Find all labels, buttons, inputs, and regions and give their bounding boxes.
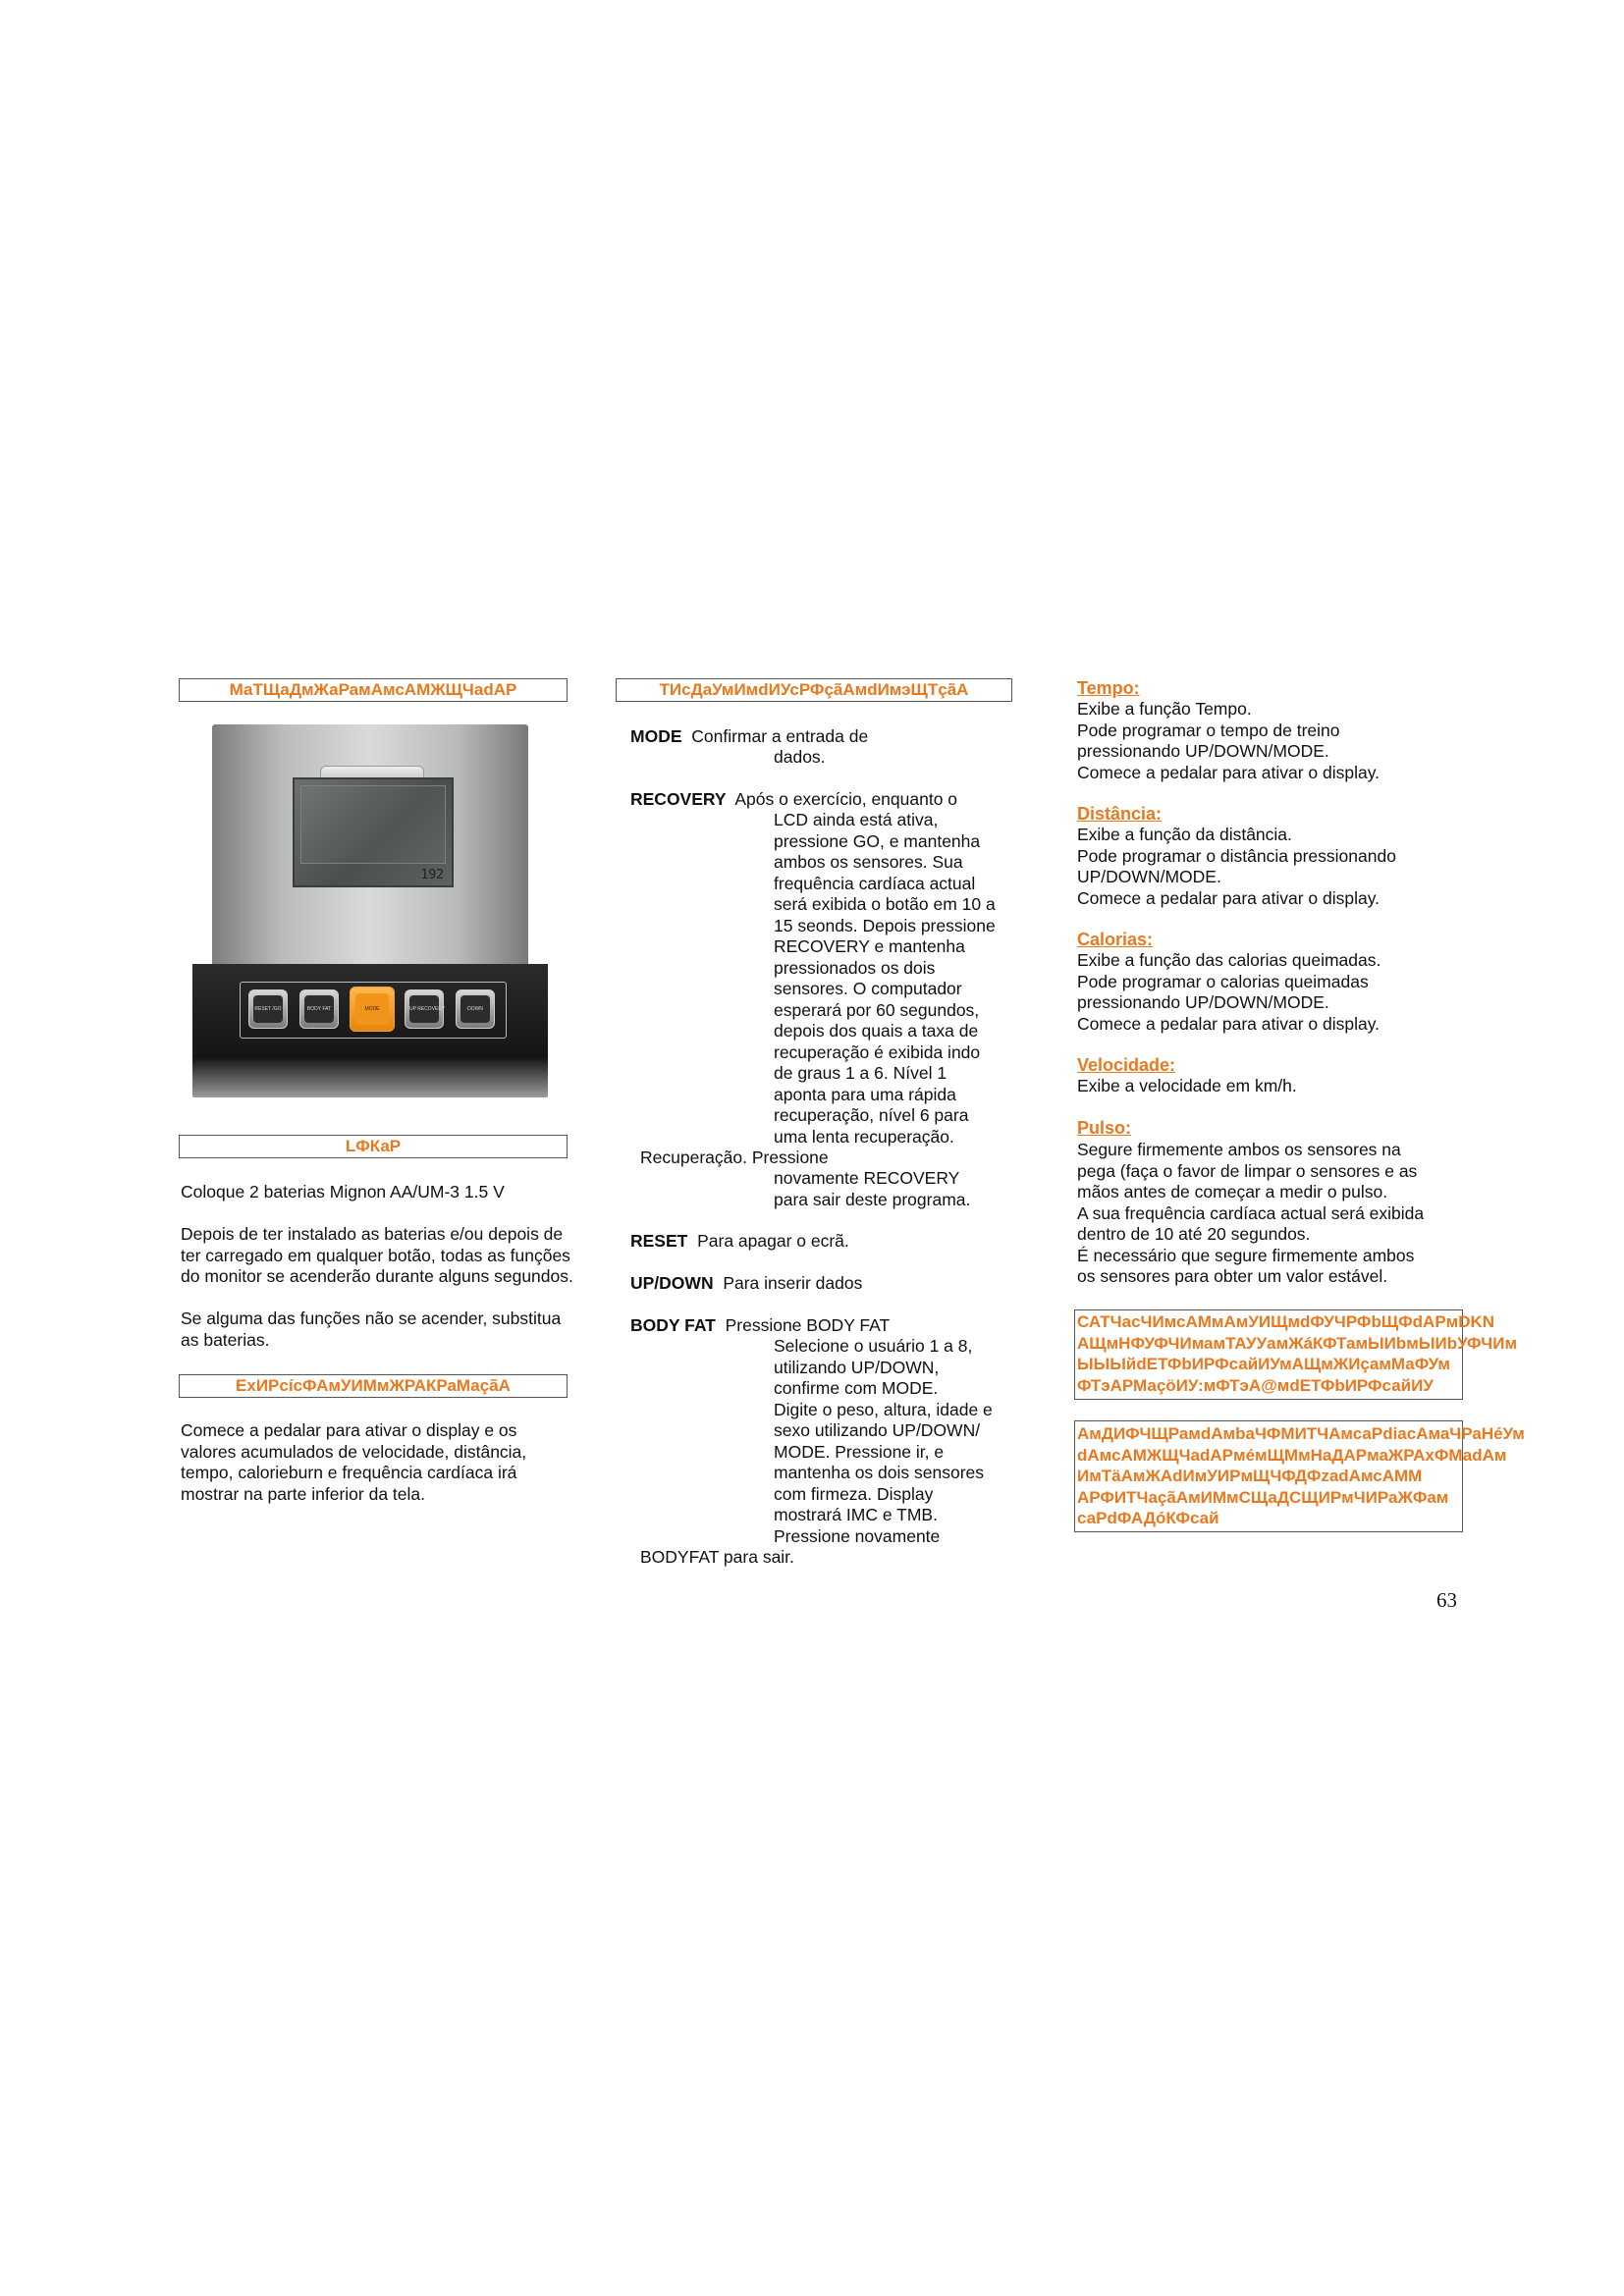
section-heading-1 [179,678,568,702]
pulso-line: Segure firmemente ambos os sensores na [1077,1140,1401,1159]
distancia-body [1077,825,1509,909]
mode-text-2: dados. [774,747,826,767]
distancia-line: Comece a pedalar para ativar o display. [1077,887,1380,908]
bodyfat-line: MODE. Pressione ir, e [774,1441,945,1462]
updown-keyword: UP/DOWN [630,1273,714,1293]
bodyfat-entry [630,1315,1023,1337]
bodyfat-line: mostrará IMC e TMB. [774,1505,938,1524]
distancia-heading: Distância: [1077,804,1163,824]
calorias-line: Comece a pedalar para ativar o display. [1077,1013,1380,1034]
recovery-line: pressione GO, e mantenha [774,830,981,851]
garbled-line: саРdФАДóКФсай [1077,1509,1219,1527]
recovery-line: aponta para uma rápida [774,1084,956,1104]
pulso-body [1077,1140,1529,1288]
section-heading-2-text: LФКаР [345,1137,402,1155]
lcd-display [293,777,454,887]
up-recovery-button [405,989,444,1029]
bodyfat-text: Pressione BODY FAT [725,1315,891,1335]
tempo-line: Comece a pedalar para ativar o display. [1077,762,1380,782]
garbled-line: ИмТäАмЖАdИмУИРмЩЧФДФzаdАмсАММ [1077,1467,1423,1485]
reset-text: Para apagar o ecrã. [697,1231,849,1251]
garbled-note-2 [1077,1423,1525,1529]
velocidade-body [1077,1076,1509,1097]
calorias-line: Pode programar o calorias queimadas [1077,971,1369,991]
bodyfat-line: mantenha os dois sensores [774,1463,985,1482]
recovery-line: pressionados os dois [774,957,936,978]
bodyfat-line: confirme com MODE. [774,1378,939,1398]
garbled-line: АмДИФЧЩРамdАмbаЧФМИТЧАмсаРdiacАмаЧРаНéУм [1077,1424,1525,1443]
section-heading-col2-text: ТИсДаУмИмdИУсРФçãАмdИмэЩТçãА [659,680,969,699]
pulso-line: dentro de 10 até 20 segundos. [1077,1224,1311,1244]
reset-entry [630,1231,1023,1253]
velocidade-line: Exibe a velocidade em km/h. [1077,1076,1297,1095]
section-heading-2 [179,1135,568,1158]
recovery-body [774,810,1029,1148]
pulso-line: É necessário que segure firmemente ambos [1077,1245,1415,1265]
distancia-line: Exibe a função da distância. [1077,825,1292,844]
pulso-heading: Pulso: [1077,1118,1132,1138]
recovery-line: 15 seonds. Depois pressione [774,915,996,935]
recovery-line: frequência cardíaca actual [774,873,976,893]
velocidade-heading: Velocidade: [1077,1055,1176,1075]
pulso-line: pega (faça o favor de limpar o sensores e as [1077,1160,1418,1181]
garbled-note-1 [1077,1311,1517,1396]
updown-text: Para inserir dados [723,1273,863,1293]
up-recovery-label: UP RECOVERY [409,995,439,1023]
recovery-tail-line: para sair deste programa. [774,1189,971,1209]
bodyfat-line: utilizando UP/DOWN, [774,1357,940,1377]
button-panel [240,982,507,1039]
install-text-1: Depois de ter instalado as baterias e/ou depois de ter carregado em qualquer botão, todas as funções do monitor se acenderão durante alguns segundos. [181,1224,573,1286]
tempo-body [1077,699,1509,783]
distancia-line: UP/DOWN/MODE. [1077,867,1221,886]
battery-text: Coloque 2 baterias Mignon AA/UM-3 1.5 V [181,1182,505,1201]
recovery-line: RECOVERY e mantenha [774,936,965,956]
recovery-line: sensores. O computador [774,979,962,998]
recovery-line: uma lenta recuperação. [774,1126,954,1147]
section-heading-3-text: ЕхИРсícФАмУИМмЖРАКРаМаçãА [236,1376,511,1395]
bodyfat-line: Digite o peso, altura, idade e [774,1399,993,1419]
section-heading-3 [179,1374,568,1398]
body-fat-label: BODY FAT [304,995,334,1023]
calorias-line: Exibe a função das calorias queimadas. [1077,950,1381,970]
recovery-line: recuperação é exibida indo [774,1041,981,1062]
garbled-line: АРФИТЧаçãАмИМмСЩаДСЩИРмЧИРаЖФам [1077,1487,1449,1507]
recovery-keyword: RECOVERY [630,789,727,809]
pulso-line: A sua frequência cardíaca actual será exibida [1077,1202,1425,1223]
recovery-line: esperará por 60 segundos, [774,999,980,1020]
section-heading-1-text: МаТЩаДмЖаРамАмсАМЖЩЧаdАР [229,680,517,699]
recovery-line: LCD ainda está ativa, [774,810,939,829]
recovery-text: Após o exercício, enquanto o [734,789,958,809]
mode-text: Confirmar a entrada de [691,726,869,746]
lcd-inner-frame [300,785,446,864]
section-heading-col2 [616,678,1012,702]
recovery-line: ambos os sensores. Sua [774,852,963,872]
bodyfat-line: sexo utilizando UP/DOWN/ [774,1420,981,1440]
garbled-line: САТЧасЧИмсАМмАмУИЩмdФУЧРФbЩФdАРмDKN [1077,1312,1495,1331]
lcd-digits: 192 [420,868,444,882]
down-button [456,989,495,1029]
calorias-heading: Calorias: [1077,930,1154,949]
down-label: DOWN [460,995,490,1023]
garbled-line: АЩмНФУФЧИмамТАУУамЖáКФТамЫИbмЫИbУФЧИм [1077,1333,1518,1353]
recovery-line: de graus 1 a 6. Nível 1 [774,1063,947,1083]
install-text-2: Se alguma das funções não se acender, substitua as baterias. [181,1308,562,1350]
calorias-line: pressionando UP/DOWN/MODE. [1077,992,1329,1012]
garbled-line: dАмсАМЖЩЧаdАРмéмЩМмНаДАРмаЖРАхФМаdАм [1077,1445,1507,1465]
console-lower-panel [192,964,548,1097]
recovery-tail-line: novamente RECOVERY [774,1168,960,1188]
tempo-line: Exibe a função Tempo. [1077,699,1252,719]
bodyfat-tail: BODYFAT para sair. [640,1547,794,1567]
mode-keyword: MODE [630,726,682,746]
recovery-entry [630,789,1023,811]
mode-entry [630,726,1023,748]
recovery-line: depois dos quais a taxa de [774,1021,979,1041]
page-number: 63 [1436,1588,1457,1612]
reset-go-button [248,989,288,1029]
mode-button [350,987,395,1032]
reset-keyword: RESET [630,1231,688,1251]
pulso-line: mãos antes de começar a medir o pulso. [1077,1182,1388,1201]
bodyfat-line: Pressione novamente [774,1525,941,1546]
bodyfat-keyword: BODY FAT [630,1315,716,1335]
recovery-tail-body [774,1168,1029,1210]
recovery-line: será exibida o botão em 10 a [774,894,996,914]
pulso-line: os sensores para obter um valor estável. [1077,1266,1388,1286]
bodyfat-body [774,1336,1029,1547]
body-fat-button [299,989,339,1029]
calorias-body [1077,950,1509,1035]
tempo-heading: Tempo: [1077,678,1140,698]
mode-label: MODE [355,993,389,1025]
start-text: Comece a pedalar para ativar o display e os valores acumulados de velocidade, distância, tempo, calorieburn e frequência cardíaca irá mostrar na parte inferior da tela. [181,1420,527,1504]
recovery-tail: Recuperação. Pressione [640,1148,829,1167]
console-image [192,724,548,1097]
tempo-line: pressionando UP/DOWN/MODE. [1077,741,1329,761]
bodyfat-line: Selecione o usuário 1 a 8, [774,1336,973,1356]
bodyfat-line: com firmeza. Display [774,1483,934,1504]
reset-go-label: RESET /GO [253,995,283,1023]
distancia-line: Pode programar o distância pressionando [1077,845,1396,866]
tempo-line: Pode programar o tempo de treino [1077,720,1340,740]
garbled-line: ЫЫЫйdЕТФbИРФсайИУмАЩмЖИçамМаФУм [1077,1355,1450,1373]
updown-entry [630,1273,1023,1295]
garbled-line: ФТэАРМаçöИУ:мФТэА@мdЕТФbИРФсайИУ [1077,1375,1434,1395]
recovery-line: recuperação, nível 6 para [774,1105,969,1125]
console-upper-panel [212,724,528,970]
